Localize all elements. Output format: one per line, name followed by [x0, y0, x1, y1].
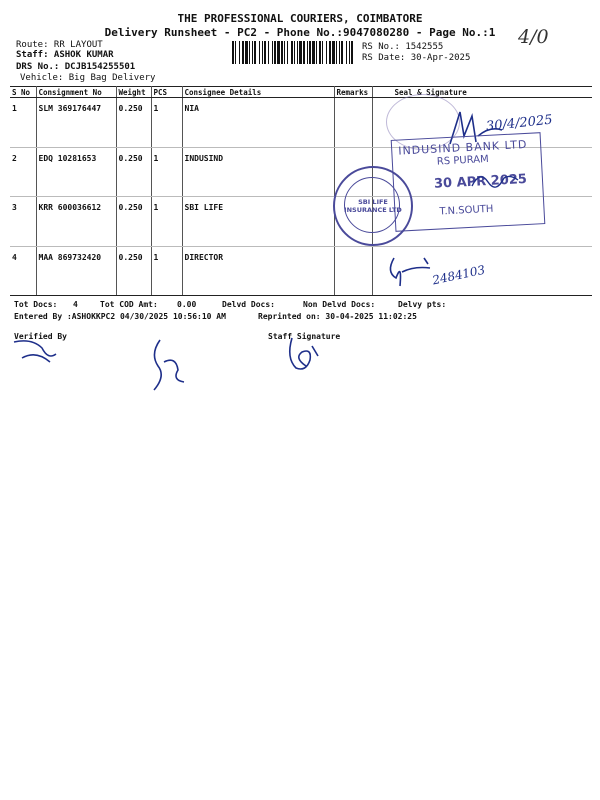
handwritten-page-mark: 4/0	[518, 26, 549, 48]
column-header-seal-signature: Seal & Signature	[372, 87, 592, 98]
stamp-bank-name: INDUSIND BANK LTD	[397, 137, 528, 158]
column-header-consignment: Consignment No	[36, 87, 116, 98]
stamp-region: T.N.SOUTH	[439, 203, 494, 218]
row-consignee: DIRECTOR	[182, 246, 334, 296]
row-consignee: INDUSIND	[182, 147, 334, 197]
delvy-pts-label: Delvy pts:	[398, 300, 447, 309]
row-weight: 0.250	[116, 246, 151, 296]
column-header-weight: Weight	[116, 87, 151, 98]
row-pcs: 1	[151, 98, 182, 148]
row-sno: 1	[10, 98, 36, 148]
tot-docs-label: Tot Docs:	[14, 300, 58, 309]
column-header-consignee: Consignee Details	[182, 87, 334, 98]
signature-row-4	[384, 252, 436, 292]
row-pcs: 1	[151, 197, 182, 247]
sbi-life-round-stamp	[333, 166, 413, 246]
route-field: Route: RR LAYOUT	[16, 40, 103, 50]
indusind-bank-stamp	[391, 132, 546, 232]
non-delvd-docs-label: Non Delvd Docs:	[303, 300, 376, 309]
row-weight: 0.250	[116, 98, 151, 148]
row-pcs: 1	[151, 147, 182, 197]
row-pcs: 1	[151, 246, 182, 296]
signature-row-2	[470, 168, 520, 192]
staff-signature-label: Staff Signature	[268, 332, 341, 341]
delvd-docs-label: Delvd Docs:	[222, 300, 275, 309]
row-consignee: NIA	[182, 98, 334, 148]
row-remarks	[334, 246, 372, 296]
row-sno: 2	[10, 147, 36, 197]
tot-docs-value: 4	[73, 300, 78, 309]
tot-cod-label: Tot COD Amt:	[100, 300, 158, 309]
tot-cod-value: 0.00	[177, 300, 197, 309]
row-weight: 0.250	[116, 197, 151, 247]
column-header-pcs: PCS	[151, 87, 182, 98]
reprinted-on: Reprinted on: 30-04-2025 11:02:25	[258, 312, 417, 321]
table-header-row	[10, 87, 592, 98]
handwritten-date-row-1: 30/4/2025	[485, 112, 554, 135]
row-weight: 0.250	[116, 147, 151, 197]
row-consignment: SLM 369176447	[36, 98, 116, 148]
staff-signature	[284, 334, 324, 374]
rs-date: RS Date: 30-Apr-2025	[362, 53, 471, 63]
entered-by: Entered By :ASHOKKPC2 04/30/2025 10:56:10 AM	[14, 312, 226, 321]
drs-number: DRS No.: DCJB154255501	[16, 62, 136, 72]
barcode	[232, 41, 354, 64]
company-name: THE PROFESSIONAL COURIERS, COIMBATORE	[177, 12, 423, 25]
rs-number: RS No.: 1542555	[362, 42, 444, 52]
row-sno: 4	[10, 246, 36, 296]
stamp-branch: RS PURAM	[436, 153, 489, 168]
column-header-remarks: Remarks	[334, 87, 372, 98]
row-remarks	[334, 98, 372, 148]
table-row	[10, 246, 592, 296]
row-sno: 3	[10, 197, 36, 247]
handwritten-number-row-4: 2484103	[431, 262, 487, 288]
runsheet-title: Delivery Runsheet - PC2 - Phone No.:9047080280 - Page No.:1	[104, 26, 496, 39]
stamp-date: 30 APR 2025	[433, 171, 528, 192]
vehicle-field: Vehicle: Big Bag Delivery	[20, 73, 156, 83]
column-header-sno: S No	[10, 87, 36, 98]
verifier-initials	[146, 336, 190, 396]
row-consignee: SBI LIFE	[182, 197, 334, 247]
row-consignment: KRR 600036612	[36, 197, 116, 247]
staff-field: Staff: ASHOK KUMAR	[16, 50, 114, 60]
verified-by-label: Verified By	[14, 332, 67, 341]
row-consignment: MAA 869732420	[36, 246, 116, 296]
row-consignment: EDQ 10281653	[36, 147, 116, 197]
verifier-signature	[12, 336, 62, 366]
stamp-sbi-text: SBI LIFE INSURANCE LTD	[344, 198, 402, 214]
